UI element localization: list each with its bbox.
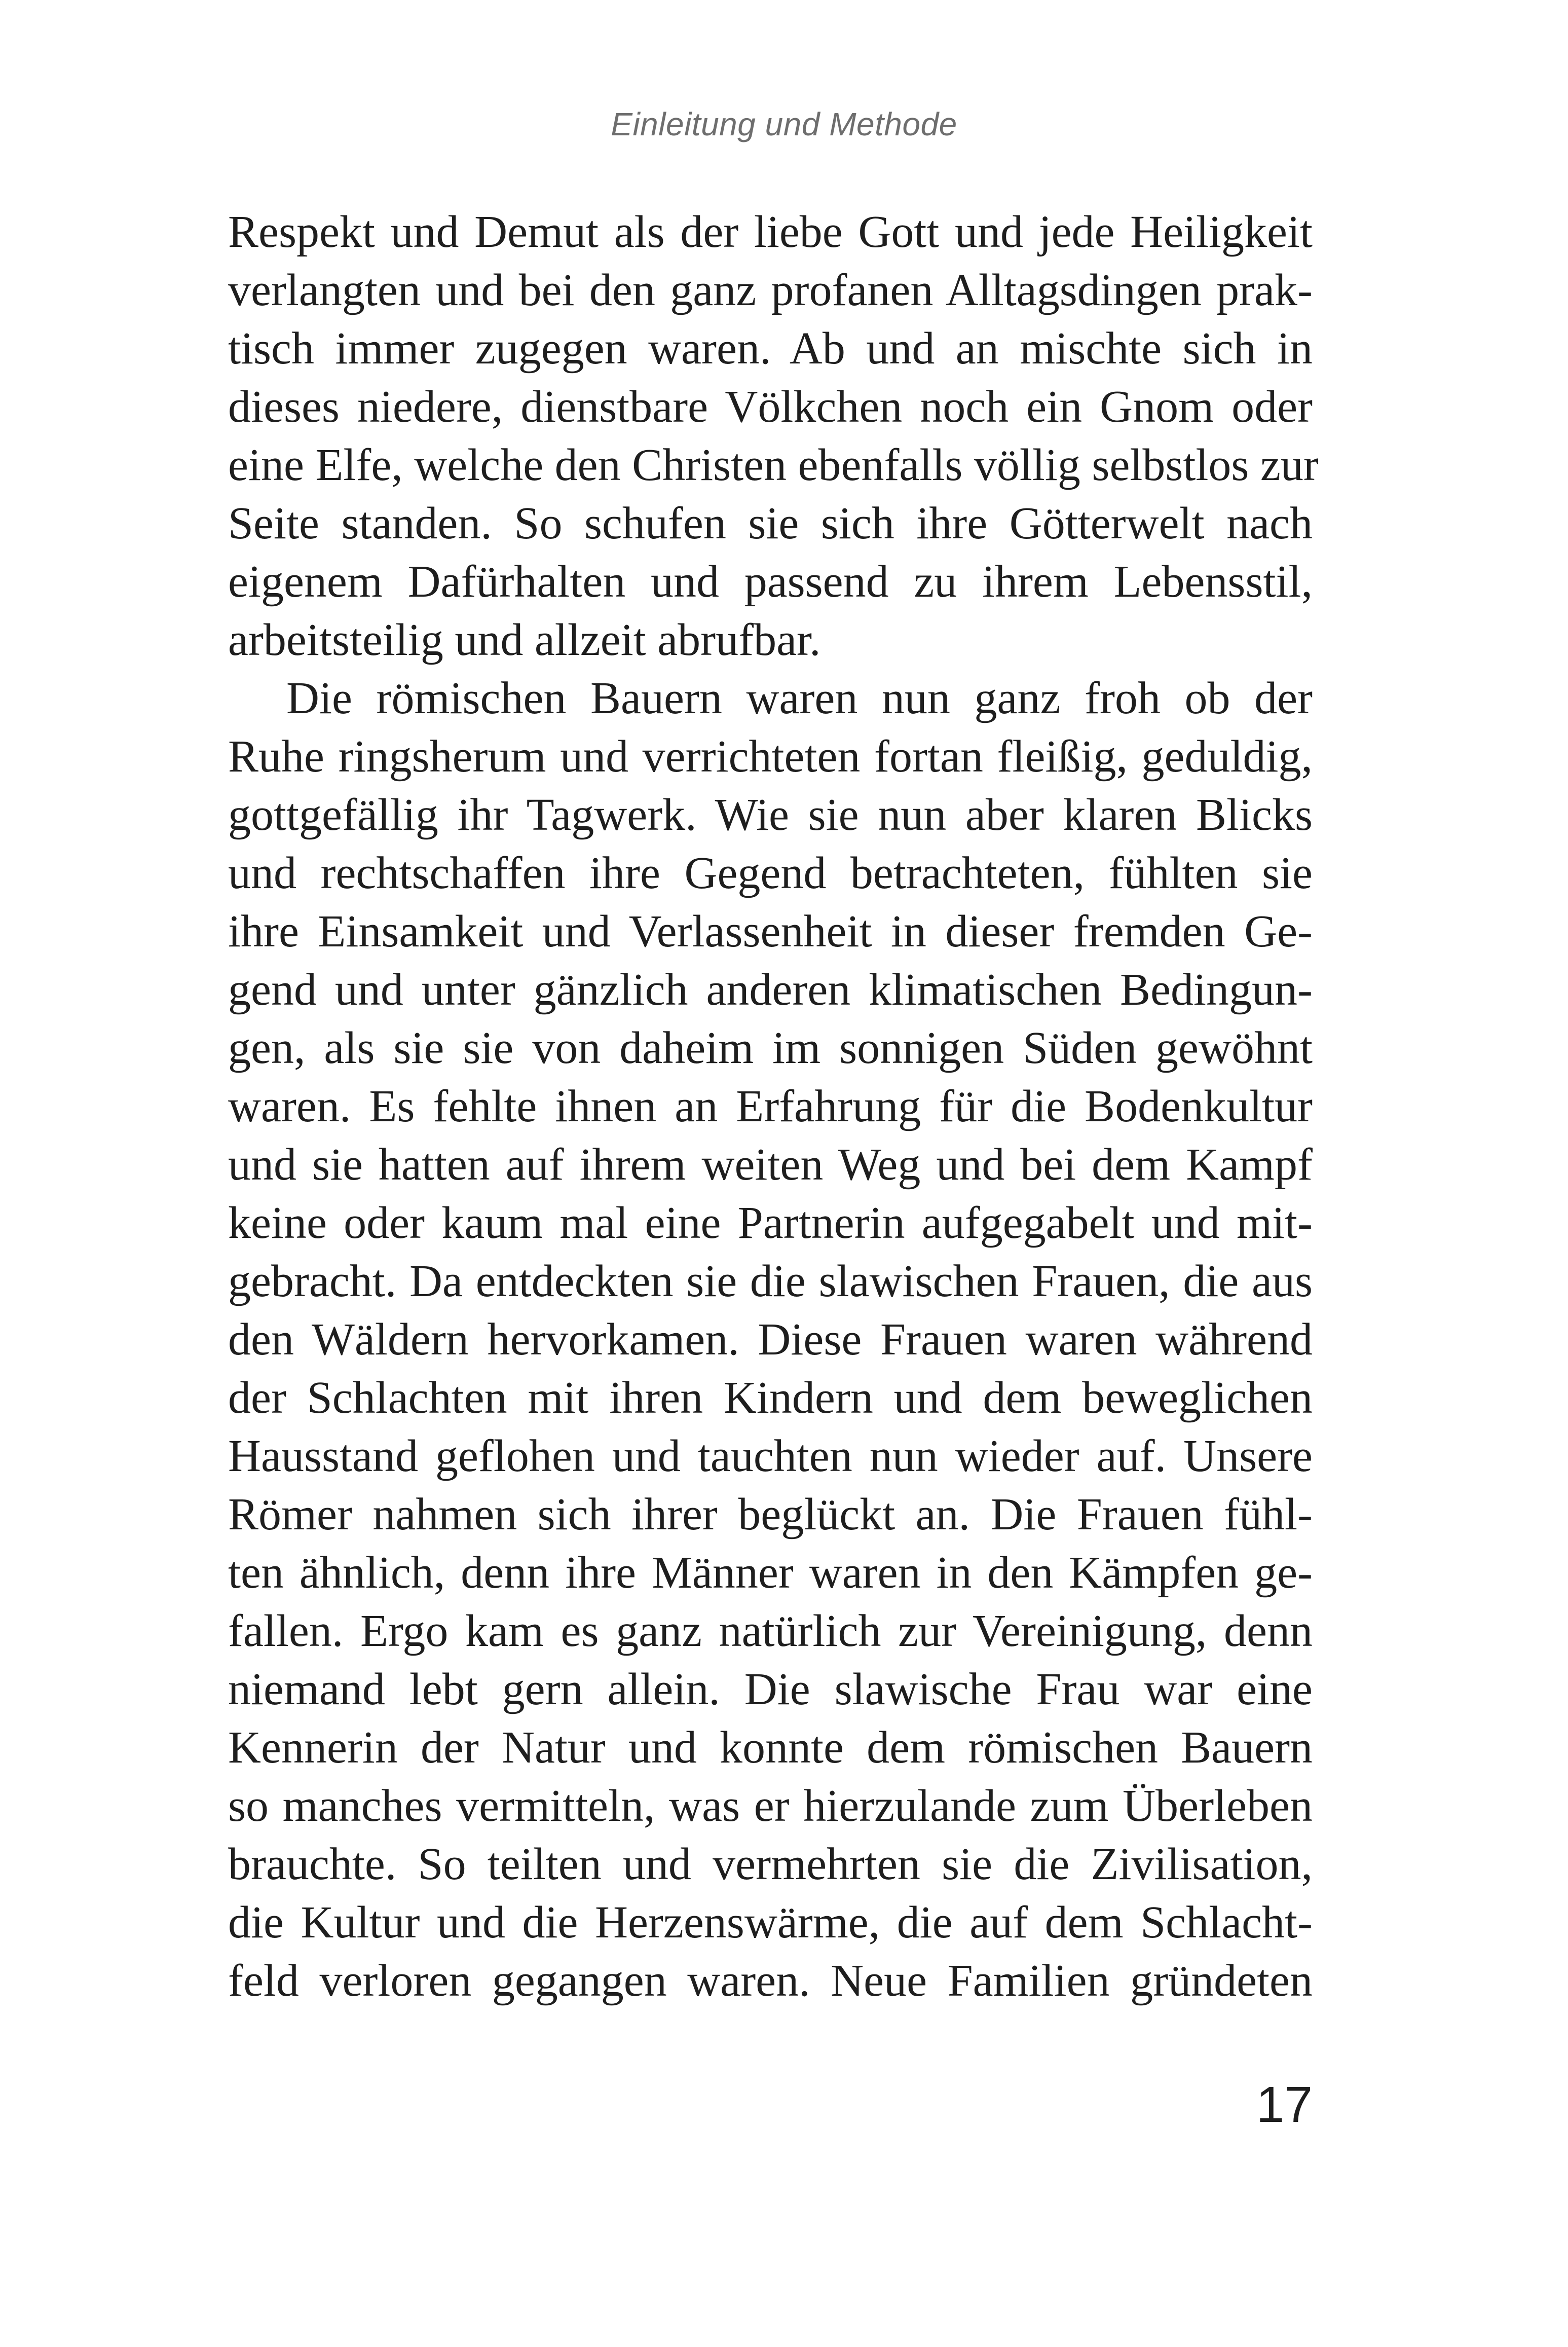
text-line: gottgefällig ihr Tagwerk. Wie sie nun aber klaren Blicks [228,790,1313,840]
text-line: gend und unter gänzlich anderen klimatischen Bedingun- [228,965,1313,1015]
text-line: tisch immer zugegen waren. Ab und an mischte sich in [228,323,1313,374]
text-line: ten ähnlich, denn ihre Männer waren in den Kämpfen ge- [228,1548,1313,1598]
text-line: fallen. Ergo kam es ganz natürlich zur Vereinigung, denn [228,1606,1313,1656]
text-line: Die römischen Bauern waren nun ganz froh ob der [286,673,1313,723]
body-text [228,203,1319,2010]
text-line: Kennerin der Natur und konnte dem römischen Bauern [228,1722,1313,1773]
text-line: die Kultur und die Herzenswärme, die auf dem Schlacht- [228,1897,1313,1948]
text-line: eigenem Dafürhalten und passend zu ihrem Lebensstil, [228,557,1313,607]
text-line: feld verloren gegangen waren. Neue Familien gründeten [228,1956,1313,2006]
text-line: dieses niedere, dienstbare Völkchen noch ein Gnom oder [228,382,1313,432]
text-line: den Wäldern hervorkamen. Diese Frauen waren während [228,1314,1313,1365]
text-line: eine Elfe, welche den Christen ebenfalls völlig selbstlos zur [228,440,1319,490]
text-line: und sie hatten auf ihrem weiten Weg und bei dem Kampf [228,1140,1313,1190]
text-line: Römer nahmen sich ihrer beglückt an. Die Frauen fühl- [228,1489,1313,1539]
text-line: verlangten und bei den ganz profanen Alltagsdingen prak- [228,265,1313,315]
text-line: Respekt und Demut als der liebe Gott und jede Heiligkeit [228,207,1313,257]
text-line: gebracht. Da entdeckten sie die slawischen Frauen, die aus [228,1256,1313,1306]
text-line: keine oder kaum mal eine Partnerin aufgegabelt und mit- [228,1198,1313,1248]
text-line: gen, als sie sie von daheim im sonnigen Süden gewöhnt [228,1023,1313,1073]
text-line: so manches vermitteln, was er hierzulande zum Überleben [228,1781,1313,1831]
text-line: und rechtschaffen ihre Gegend betrachteten, fühlten sie [228,848,1313,898]
text-line: waren. Es fehlte ihnen an Erfahrung für die Bodenkultur [228,1081,1313,1131]
text-line: Hausstand geflohen und tauchten nun wieder auf. Unsere [228,1431,1313,1481]
text-line: Seite standen. So schufen sie sich ihre Götterwelt nach [228,498,1313,548]
running-head: Einleitung und Methode [611,106,957,142]
text-line: brauchte. So teilten und vermehrten sie die Zivilisation, [228,1839,1313,1889]
text-line: niemand lebt gern allein. Die slawische Frau war eine [228,1664,1313,1714]
text-line: ihre Einsamkeit und Verlassenheit in dieser fremden Ge- [228,906,1313,957]
text-line: arbeitsteilig und allzeit abrufbar. [228,615,821,665]
text-line: der Schlachten mit ihren Kindern und dem beweglichen [228,1373,1313,1423]
page-number: 17 [1256,2076,1313,2133]
text-line: Ruhe ringsherum und verrichteten fortan fleißig, geduldig, [228,731,1313,782]
